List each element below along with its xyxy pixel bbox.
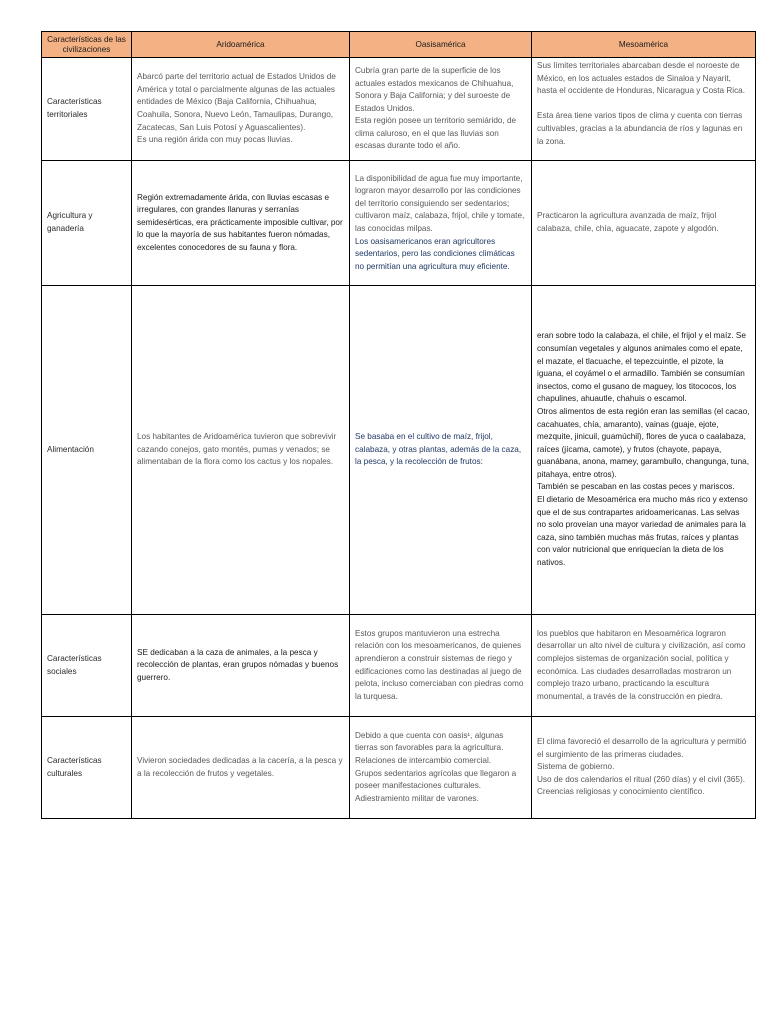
cell-mesoamerica: los pueblos que habitaron en Mesoamérica lograron desarrollar un alto nivel de cultura y civilización, así como complejos sistemas de organización social, política y económica. Las ciudades desarrolladas mostraron un complejo trazo urbano, practicando la escultura monumental, a través de la construcción en piedra. [532,615,756,717]
cell-aridoamerica: Abarcó parte del territorio actual de Estados Unidos de América y total o parcialmente algunas de las actuales entidades de México (Baja California, Chihuahua, Coahuila, Sonora, Nuevo León, Tamaulipas, Durango, Zacatecas, San Luis Potosí y Aguascalientes). Es una región árida con muy pocas lluvias. [132,58,350,161]
cell-oasisamerica: Se basaba en el cultivo de maíz, frijol, calabaza, y otras plantas, además de la caza, la pesca, y la recolección de frutos: [350,286,532,615]
cell-mesoamerica: Practicaron la agricultura avanzada de maíz, frijol calabaza, chile, chía, aguacate, zapote y algodón. [532,161,756,286]
table-row-sociales [42,615,756,717]
cell-aridoamerica: Región extremadamente árida, con lluvias escasas e irregulares, con grandes llanuras y serranías semidesérticas, era prácticamente imposible cultivar, por lo que la mayoría de sus habitantes fueron nómadas, excelentes conocedores de su fauna y flora. [132,161,350,286]
header-mesoamerica: Mesoamérica [532,32,756,58]
cell-aridoamerica: Vivieron sociedades dedicadas a la cacería, a la pesca y a la recolección de frutos y vegetales. [132,717,350,819]
cell-aridoamerica: Los habitantes de Aridoamérica tuvieron que sobrevivir cazando conejos, gato montés, pumas y venados; se alimentaban de la flora como los cactus y los nopales. [132,286,350,615]
comparison-table [41,31,756,819]
table-row-culturales [42,717,756,819]
row-label: Características territoriales [42,58,132,161]
row-label: Agricultura y ganadería [42,161,132,286]
cell-paragraph: Sus límites territoriales abarcaban desde el noroeste de México, en los actuales estados de Sinaloa y Nayarit, hasta el occidente de Honduras, Nicaragua y Costa Rica. [537,61,745,96]
cell-mesoamerica: El clima favoreció el desarrollo de la agricultura y permitió el surgimiento de las primeras ciudades. Sistema de gobierno. Uso de dos calendarios el ritual (260 días) y el civil (365). Creencias religiosas y conocimiento científico. [532,717,756,819]
cell-oasisamerica: Debido a que cuenta con oasis¹, algunas tierras son favorables para la agricultura. Relaciones de intercambio comercial. Grupos sedentarios agrícolas que llegaron a poseer manifestaciones culturales. Adiestramiento militar de varones. [350,717,532,819]
cell-paragraph: La disponibilidad de agua fue muy importante, lograron mayor desarrollo por las condiciones del territorio consiguiendo ser sedentarios; cultivaron maíz, calabaza, frijol, chile y tomate, las conocidas milpas. [355,173,525,233]
cell-paragraph: Esta área tiene varios tipos de clima y cuenta con tierras cultivables, gracias a la abundancia de ríos y lagunas en la zona. [537,111,743,146]
cell-mesoamerica: eran sobre todo la calabaza, el chile, el frijol y el maíz. Se consumían vegetales y algunos animales como el epate, el mazate, el tlacuache, el tepezcuintle, el pizote, la iguana, el coyámel o el armadillo. También se consumían insectos, como el gusano de maguey, los titococos, los chapulines, ahuautle, chahuis o escamol. Otros alimentos de esta región eran las semillas (el cacao, cacahuates, chía, amaranto), vainas (guaje, ejote, mezquite, jinicuil, guamúchil), flores de yuca o caalabaza, raíces (jícama, camote), y frutos (chayote, papaya, guanábana, anona, mamey, garambullo, changunga, tuna, pitahaya, entre otros). También se pescaban en las costas peces y mariscos. El dietario de Mesoamérica era mucho más rico y extenso que el de sus contrapartes aridoamericanas. Las selvas no solo proveían una mayor variedad de animales para la caza, sino también muchas más frutas, raíces y plantas con valor nutricional que enriquecían la dieta de los nativos. [532,286,756,615]
cell-oasisamerica: Cubría gran parte de la superficie de los actuales estados mexicanos de Chihuahua, Sonora y Baja California; y del suroeste de Estados Unidos. Esta región posee un territorio semiárido, de clima caluroso, en el que las lluvias son escasas durante todo el año. [350,58,532,161]
table-row-territoriales [42,58,756,161]
cell-mesoamerica [532,58,756,161]
row-label: Características sociales [42,615,132,717]
header-caracteristicas: Características de las civilizaciones [42,32,132,58]
header-aridoamerica: Aridoamérica [132,32,350,58]
row-label: Características culturales [42,717,132,819]
header-row [42,32,756,58]
table-row-agricultura [42,161,756,286]
cell-oasisamerica: Estos grupos mantuvieron una estrecha relación con los mesoamericanos, de quienes aprendieron a construir sistemas de riego y edificaciones como las destinadas al juego de pelota, incluso comerciaban con piedras como la turquesa. [350,615,532,717]
cell-aridoamerica: SE dedicaban a la caza de animales, a la pesca y recolección de plantas, eran grupos nómadas y buenos guerrero. [132,615,350,717]
header-oasisamerica: Oasisamérica [350,32,532,58]
row-label: Alimentación [42,286,132,615]
table-row-alimentacion [42,286,756,615]
cell-paragraph: Los oasisamericanos eran agricultores sedentarios, pero las condiciones climáticas no permitían una agricultura muy eficiente. [355,236,515,271]
cell-oasisamerica [350,161,532,286]
